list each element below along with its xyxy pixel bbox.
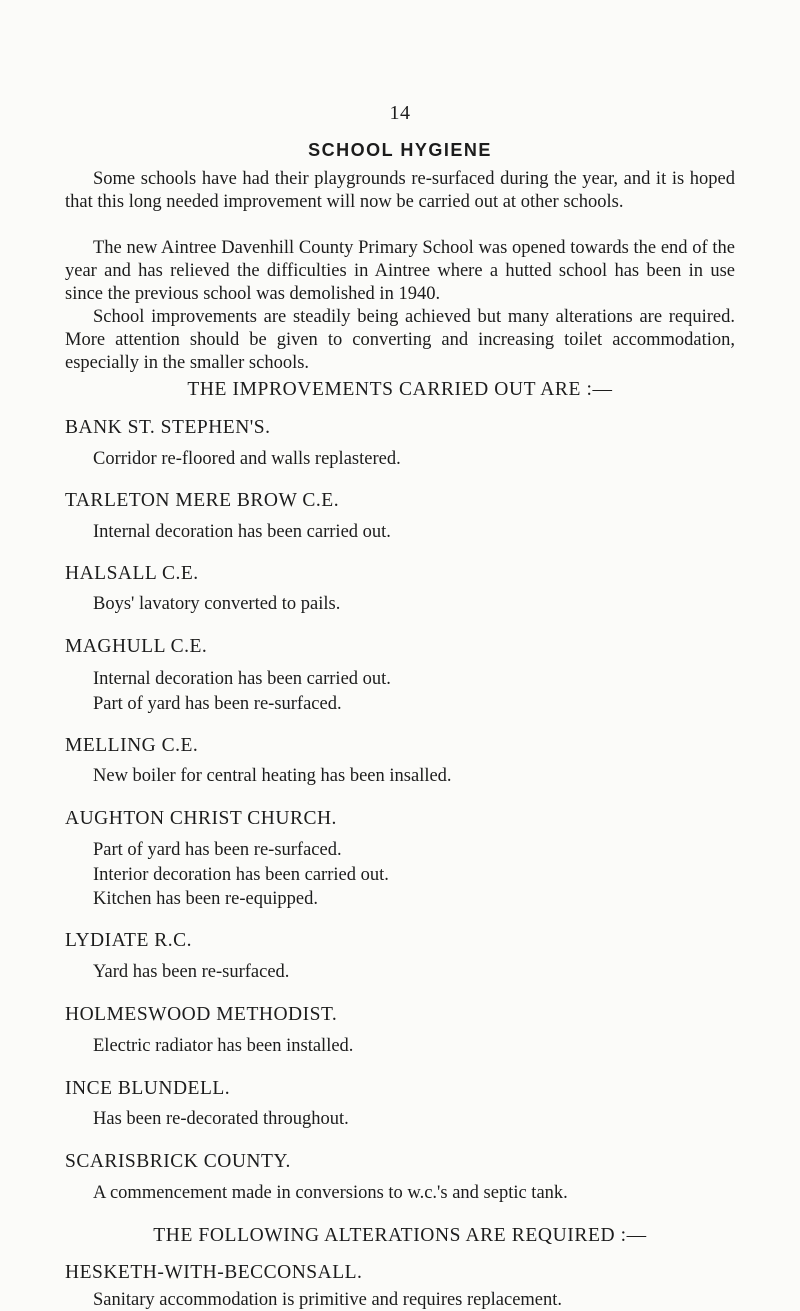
work-item: Kitchen has been re-equipped. (93, 889, 318, 909)
school-name-lydiate: LYDIATE R.C. (65, 930, 192, 951)
work-item: Internal decoration has been carried out. (93, 522, 391, 542)
work-item: Internal decoration has been carried out. (93, 669, 391, 689)
work-item: Electric radiator has been installed. (93, 1036, 354, 1056)
paragraph-aintree-school: The new Aintree Davenhill County Primary School was opened towards the end of the year and has relieved the difficulties in Aintree where a hutted school has been in use since the previous school was demolished in 1940. (65, 238, 735, 304)
school-name-ince-blundell: INCE BLUNDELL. (65, 1078, 231, 1099)
page-number: 14 (389, 102, 411, 124)
work-item: Part of yard has been re-surfaced. (93, 694, 342, 714)
section-heading: SCHOOL HYGIENE (308, 140, 492, 160)
school-name-maghull: MAGHULL C.E. (65, 636, 208, 657)
improvements-heading: THE IMPROVEMENTS CARRIED OUT ARE :— (187, 379, 613, 400)
paragraph-playgrounds: Some schools have had their playgrounds re-surfaced during the year, and it is hoped that this long needed improvement will now be carried out at other schools. (65, 169, 735, 212)
school-name-aughton-christ-church: AUGHTON CHRIST CHURCH. (65, 808, 337, 829)
paragraph-improvements: School improvements are steadily being achieved but many alterations are required. More attention should be given to converting and increasing toilet accommodation, especially in the smaller schools. (65, 307, 735, 373)
school-name-holmeswood-methodist: HOLMESWOOD METHODIST. (65, 1004, 338, 1025)
work-item: Yard has been re-surfaced. (93, 962, 290, 982)
work-item: A commencement made in conversions to w.c.'s and septic tank. (93, 1183, 568, 1203)
school-name-bank-st-stephens: BANK ST. STEPHEN'S. (65, 417, 271, 438)
school-name-tarleton-mere-brow: TARLETON MERE BROW C.E. (65, 490, 340, 511)
work-item: Sanitary accommodation is primitive and requires replacement. (93, 1290, 563, 1310)
work-item: Has been re-decorated throughout. (93, 1109, 349, 1129)
work-item: Interior decoration has been carried out. (93, 865, 389, 885)
school-name-scarisbrick-county: SCARISBRICK COUNTY. (65, 1151, 291, 1172)
work-item: New boiler for central heating has been insalled. (93, 766, 452, 786)
work-item: Boys' lavatory converted to pails. (93, 594, 341, 614)
work-item: Corridor re-floored and walls replastered. (93, 449, 401, 469)
work-item: Part of yard has been re-surfaced. (93, 840, 342, 860)
school-name-melling: MELLING C.E. (65, 735, 199, 756)
school-name-halsall: HALSALL C.E. (65, 563, 199, 584)
school-name-hesketh-with-becconsall: HESKETH-WITH-BECCONSALL. (65, 1262, 363, 1283)
alterations-heading: THE FOLLOWING ALTERATIONS ARE REQUIRED :— (153, 1225, 647, 1246)
